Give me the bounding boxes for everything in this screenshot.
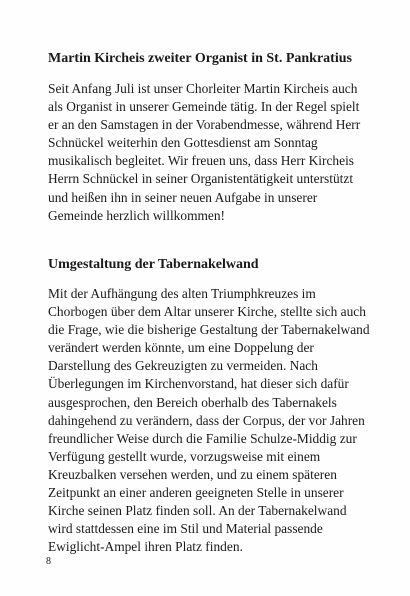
text-line: freundlicher Weise durch die Familie Schulze-Middig zur: [48, 430, 357, 446]
article-tabernacle-wall: [48, 256, 384, 556]
article-heading: Umgestaltung der Tabernakelwand: [48, 257, 259, 272]
text-line: Zeitpunkt an einer anderen geeigneten Stelle in unserer: [48, 485, 344, 501]
text-line: Verfügung gestellt wurde, vorzugsweise mit einem: [48, 448, 321, 464]
article-body: [48, 80, 384, 225]
text-line: Darstellung des Gekreuzigten zu vermeiden. Nach: [48, 358, 318, 374]
text-line: musikalisch begleitet. Wir freuen uns, dass Herr Kircheis: [48, 153, 354, 169]
page-number: 8: [46, 556, 51, 567]
text-line: Chorbogen über dem Altar unserer Kirche, stellte sich auch: [48, 304, 366, 320]
text-line: Überlegungen im Kirchenvorstand, hat dieser sich dafür: [48, 376, 349, 392]
article-body: [48, 285, 384, 556]
text-line: Kirche seinen Platz finden soll. An der Tabernakelwand: [48, 503, 347, 519]
text-line: Herrn Schnückel in seiner Organistentätigkeit unterstützt: [48, 171, 354, 187]
text-line: Seit Anfang Juli ist unser Chorleiter Martin Kircheis auch: [48, 81, 358, 96]
text-line: und heißen ihn in seiner neuen Aufgabe in unserer: [48, 189, 318, 205]
text-line: ausgesprochen, den Bereich oberhalb des Tabernakels: [48, 394, 337, 410]
text-line: Schnückel weiterhin den Gottesdienst am Sonntag: [48, 135, 318, 151]
text-line: wird stattdessen eine im Stil und Material passende: [48, 521, 323, 537]
text-line: Ewiglicht-Ampel ihren Platz finden.: [48, 539, 243, 555]
text-line: als Organist in unserer Gemeinde tätig. In der Regel spielt: [48, 99, 360, 115]
text-line: Kreuzbalken versehen werden, und zu einem späteren: [48, 466, 337, 482]
article-heading: Martin Kircheis zweiter Organist in St. Pankratius: [48, 51, 352, 66]
text-line: dahingehend zu verändern, dass der Corpus, der vor Jahren: [48, 412, 365, 428]
article-organist: [48, 50, 384, 225]
text-line: Gemeinde herzlich willkommen!: [48, 207, 225, 223]
text-line: er an den Samstagen in der Vorabendmesse, während Herr: [48, 117, 361, 133]
text-line: verändert werden könnte, um eine Doppelung der: [48, 340, 314, 356]
text-line: die Frage, wie die bisherige Gestaltung der Tabernakelwand: [48, 322, 370, 338]
text-line: Mit der Aufhängung des alten Triumphkreuzes im: [48, 286, 316, 301]
